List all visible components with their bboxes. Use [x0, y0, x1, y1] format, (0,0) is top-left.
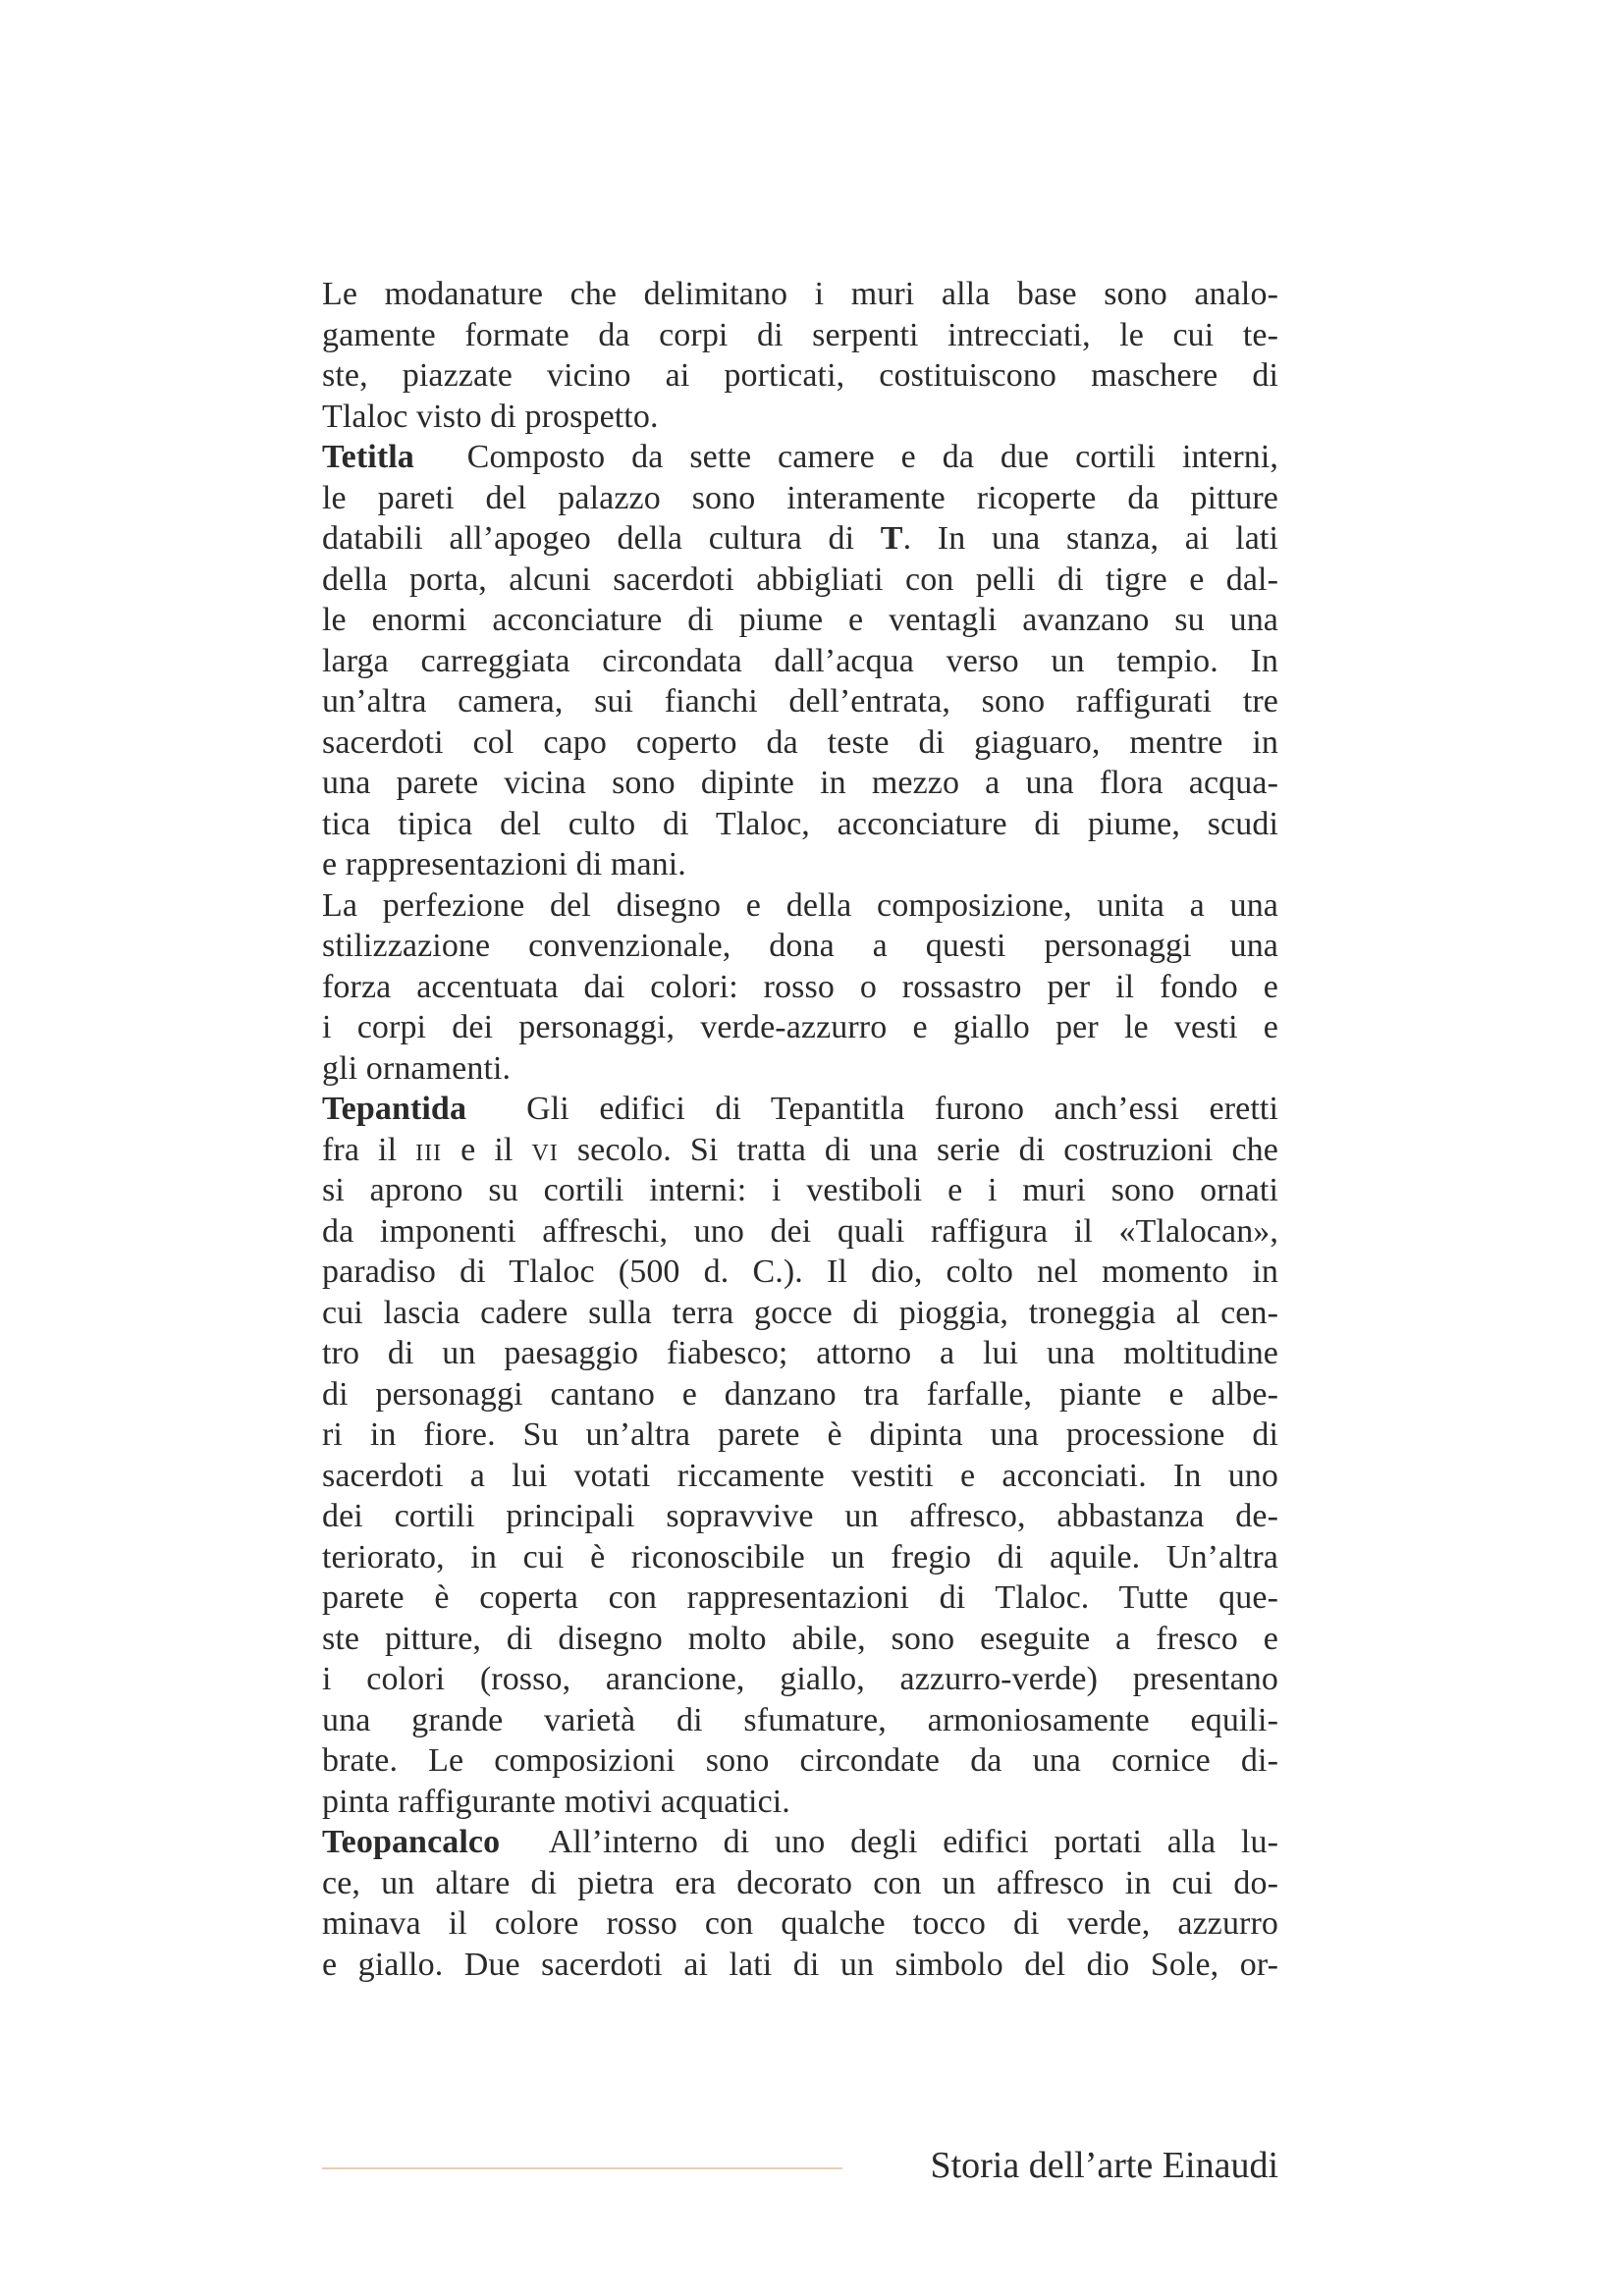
- text-line: teriorato, in cui è riconoscibile un fregio di aquile. Un’altra: [322, 1538, 1278, 1575]
- text-line: una grande varietà di sfumature, armoniosamente equili-: [322, 1701, 1278, 1738]
- body-text: [322, 274, 1278, 1985]
- text-line: le enormi acconciature di piume e ventagli avanzano su una: [322, 602, 1278, 638]
- text-line: da imponenti affreschi, uno dei quali raffigura il «Tlalocan»,: [322, 1212, 1278, 1250]
- text-line: [322, 1130, 1278, 1171]
- text-line: un’altra camera, sui fianchi dell’entrata, sono raffigurati tre: [322, 683, 1278, 720]
- text-line: tica tipica del culto di Tlaloc, acconciature di piume, scudi: [322, 805, 1278, 842]
- text-line: sacerdoti a lui votati riccamente vestiti e acconciati. In uno: [322, 1457, 1278, 1494]
- entry-keyword-tepantida: Tepantida: [322, 1091, 467, 1127]
- text-line: cui lascia cadere sulla terra gocce di pioggia, troneggia al cen-: [322, 1294, 1278, 1331]
- text-line: e giallo. Due sacerdoti ai lati di un simbolo del dio Sole, or-: [322, 1946, 1278, 1983]
- entry-tepantida-first-line: [322, 1089, 1278, 1130]
- text-line: forza accentuata dai colori: rosso o rossastro per il fondo e: [322, 968, 1278, 1005]
- page-footer: [322, 2136, 1278, 2195]
- text-line: minava il colore rosso con qualche tocco di verde, azzurro: [322, 1905, 1278, 1942]
- text-line: pinta raffigurante motivi acquatici.: [322, 1783, 790, 1820]
- text-line: della porta, alcuni sacerdoti abbigliati con pelli di tigre e dal-: [322, 561, 1278, 598]
- footer-title: Storia dell’arte Einaudi: [930, 2145, 1278, 2186]
- text-line: si aprono su cortili interni: i vestiboli e i muri sono ornati: [322, 1172, 1278, 1208]
- text-line: larga carreggiata circondata dall’acqua verso un tempio. In: [322, 642, 1278, 679]
- text-line: ste pitture, di disegno molto abile, sono eseguite a fresco e: [322, 1620, 1278, 1657]
- text-segment: secolo. Si tratta di una serie di costruzioni che: [576, 1131, 1278, 1168]
- text-line: brate. Le composizioni sono circondate da una cornice di-: [322, 1742, 1278, 1779]
- text-segment: fra il: [322, 1131, 398, 1168]
- entry-keyword-tetitla: Tetitla: [322, 439, 414, 475]
- text-line: paradiso di Tlaloc (500 d. C.). Il dio, colto nel momento in: [322, 1254, 1278, 1290]
- text-segment: Composto da sette camere e da due cortili interni,: [466, 439, 1278, 475]
- entry-keyword-teopancalco: Teopancalco: [322, 1824, 501, 1860]
- text-line: i corpi dei personaggi, verde-azzurro e giallo per le vesti e: [322, 1009, 1278, 1045]
- text-line: i colori (rosso, arancione, giallo, azzurro-verde) presentano: [322, 1661, 1278, 1697]
- text-line: La perfezione del disegno e della composizione, unita a una: [322, 886, 1278, 924]
- text-segment: Gli edifici di Tepantitla furono anch’essi eretti: [526, 1091, 1279, 1127]
- text-line: ste, piazzate vicino ai porticati, costituiscono maschere di: [322, 357, 1278, 394]
- roman-numeral: vi: [531, 1131, 559, 1168]
- text-segment: e il: [460, 1131, 514, 1168]
- text-line: ce, un altare di pietra era decorato con un affresco in cui do-: [322, 1864, 1278, 1901]
- text-line: gamente formate da corpi di serpenti intrecciati, le cui te-: [322, 316, 1278, 353]
- text-line: gli ornamenti.: [322, 1049, 512, 1087]
- text-line: e rappresentazioni di mani.: [322, 846, 686, 882]
- text-segment: All’interno di uno degli edifici portati alla lu-: [548, 1824, 1278, 1860]
- text-line: una parete vicina sono dipinte in mezzo a una flora acqua-: [322, 765, 1278, 801]
- footer-rule: [322, 2167, 842, 2169]
- entry-tetitla-first-line: [322, 437, 1278, 478]
- text-line: Le modanature che delimitano i muri alla base sono analo-: [322, 276, 1278, 312]
- text-line: [322, 518, 1278, 560]
- roman-numeral: iii: [415, 1131, 443, 1168]
- text-line: stilizzazione convenzionale, dona a questi personaggi una: [322, 928, 1278, 964]
- text-line: parete è coperta con rappresentazioni di Tlaloc. Tutte que-: [322, 1579, 1278, 1616]
- abbreviation-bold: T: [880, 520, 903, 557]
- text-line: sacerdoti col capo coperto da teste di giaguaro, mentre in: [322, 723, 1278, 761]
- text-line: di personaggi cantano e danzano tra farfalle, piante e albe-: [322, 1375, 1278, 1413]
- text-line: ri in fiore. Su un’altra parete è dipinta una processione di: [322, 1416, 1278, 1453]
- text-line: Tlaloc visto di prospetto.: [322, 398, 659, 435]
- text-line: dei cortili principali sopravvive un affresco, abbastanza de-: [322, 1498, 1278, 1534]
- text-segment: databili all’apogeo della cultura di: [322, 520, 855, 557]
- text-line: le pareti del palazzo sono interamente ricoperte da pitture: [322, 479, 1278, 516]
- entry-teopancalco-first-line: [322, 1822, 1278, 1863]
- text-segment: . In una stanza, ai lati: [902, 520, 1278, 557]
- text-line: tro di un paesaggio fiabesco; attorno a lui una moltitudine: [322, 1335, 1278, 1371]
